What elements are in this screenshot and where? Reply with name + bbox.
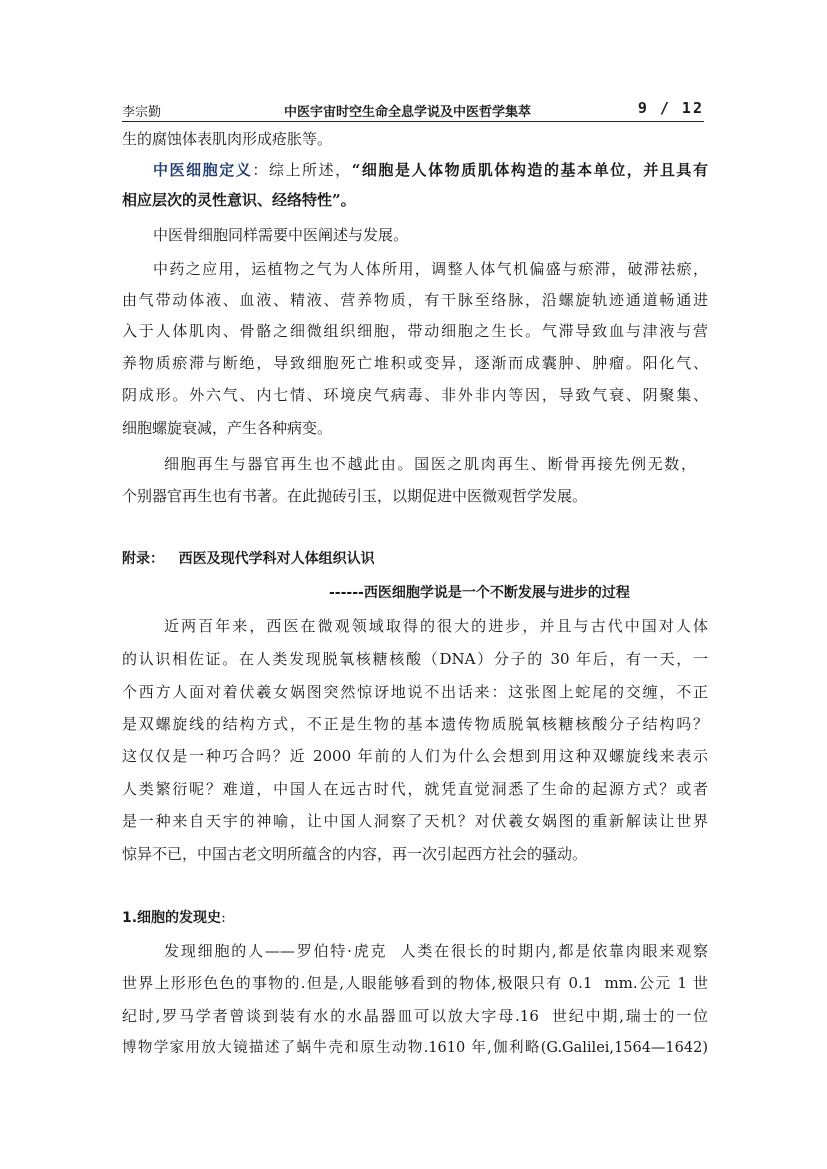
header-page-number: 9 / 12: [637, 99, 704, 117]
section-1-colon: :: [221, 910, 226, 926]
cell-definition-quote: “细胞是人体物质肌体构造的基本单位，并且具有: [351, 161, 708, 179]
cell-definition-label: 中医细胞定义: [153, 161, 253, 179]
body-line: 入于人体肌肉、骨骼之细微组织细胞，带动细胞之生长。气滞导致血与津液与营: [122, 322, 708, 340]
body-line: 是一种来自天宇的神喻，让中国人洞察了天机？对伏羲女娲图的重新解读让世界: [122, 812, 708, 830]
body-line: 个别器官再生也有书著。在此抛砖引玉，以期促进中医微观哲学发展。: [122, 487, 588, 505]
body-line: 世界上形形色色的事物的.但是,人眼能够看到的物体,极限只有 0.1 mm.公元 1 世: [122, 974, 708, 992]
body-line: 生的腐蚀体表肌肉形成疮胀等。: [122, 130, 333, 148]
body-line: 纪时,罗马学者曾谈到装有水的水晶器皿可以放大字母.16 世纪中期,瑞士的一位: [122, 1007, 708, 1025]
body-line: 近两百年来，西医在微观领域取得的很大的进步，并且与古代中国对人体: [164, 617, 708, 635]
body-line: 的认识相佐证。在人类发现脱氧核糖核酸（DNA）分子的 30 年后，有一天，一: [122, 650, 708, 668]
cell-definition-intro: ：综上所述，: [252, 161, 352, 179]
body-line: 养物质瘀滞与断绝，导致细胞死亡堆积或变异，逐渐而成囊肿、肿瘤。阳化气、: [122, 354, 708, 372]
body-line: 中药之应用，运植物之气为人体所用，调整人体气机偏盛与瘀滞，破滞祛瘀，: [153, 260, 708, 278]
body-line: 这仅仅是一种巧合吗？近 2000 年前的人们为什么会想到用这种双螺旋线来表示: [122, 747, 708, 765]
body-line: 惊异不已，中国古老文明所蕴含的内容，再一次引起西方社会的骚动。: [122, 845, 588, 863]
header-title: 中医宇宙时空生命全息学说及中医哲学集萃: [284, 105, 532, 120]
body-line: 细胞再生与器官再生也不越此由。国医之肌肉再生、断骨再接先例无数，: [164, 455, 696, 473]
body-line: 是双螺旋线的结构方式，不正是生物的基本遗传物质脱氧核糖核酸分子结构吗？: [122, 715, 708, 733]
page-header: [122, 97, 704, 122]
body-line: 由气带动体液、血液、精液、营养物质，有干脉至络脉，沿螺旋轨迹通道畅通进: [122, 291, 708, 309]
section-1-heading: [122, 908, 708, 928]
cell-definition-quote-end: 相应层次的灵性意识、经络特性”。: [122, 191, 356, 209]
cell-definition-line: [153, 160, 708, 180]
appendix-subtitle: ------西医细胞学说是一个不断发展与进步的过程: [329, 585, 630, 601]
body-line: 人类繁衍呢？难道，中国人在远古时代，就凭直觉洞悉了生命的起源方式？或者: [122, 780, 708, 798]
body-line: 阴成形。外六气、内七情、环境戾气病毒、非外非内等因，导致气衰、阴聚集、: [122, 386, 708, 404]
body-line: 博物学家用放大镜描述了蜗牛壳和原生动物.1610 年,伽利略(G.Galilei,1564—1642): [122, 1040, 708, 1056]
body-line: 个西方人面对着伏羲女娲图突然惊讶地说不出话来：这张图上蛇尾的交缠，不正: [122, 683, 708, 701]
section-1-title: 1.细胞的发现史: [122, 910, 222, 926]
appendix-title: 附录： 西医及现代学科对人体组织认识: [122, 551, 375, 567]
body-line: 中医骨细胞同样需要中医阐述与发展。: [153, 226, 409, 244]
header-author: 李宗勤: [122, 105, 162, 120]
body-line: 细胞螺旋衰减，产生各种病变。: [122, 419, 333, 437]
body-line: 发现细胞的人——罗伯特·虎克 人类在很长的时期内,都是依靠肉眼来观察: [164, 942, 708, 960]
